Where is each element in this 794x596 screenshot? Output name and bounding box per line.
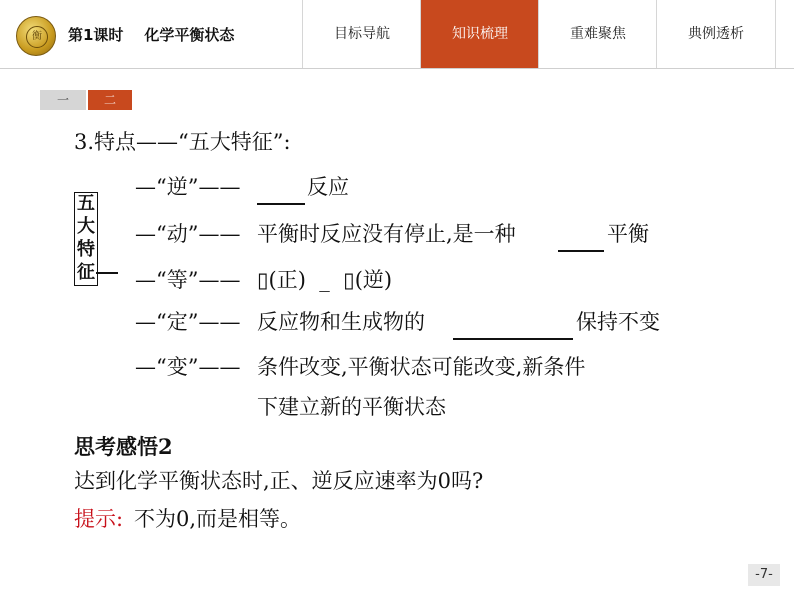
feature-text-deng: ▯(正) _ ▯(逆) [257, 268, 393, 292]
think-question: 达到化学平衡状态时,正、逆反应速率为0吗? [74, 469, 484, 493]
tab-examples[interactable]: 典例透析 [656, 0, 776, 68]
page-number: -7- [748, 564, 780, 586]
feature-prefix-ni: —“逆”—— [135, 175, 241, 199]
feature-after-ni: 反应 [307, 175, 349, 199]
pager-item-2[interactable]: 二 [88, 90, 132, 110]
logo-text: 衡 [26, 26, 48, 48]
blank-dong [558, 250, 604, 252]
school-logo-icon [16, 16, 56, 56]
blank-ni [257, 203, 305, 205]
five-features-label: 五大特征 [77, 193, 95, 283]
feature-after-ding: 保持不变 [576, 310, 660, 334]
top-navigation-bar [0, 0, 794, 69]
feature-prefix-deng: —“等”—— [135, 268, 241, 292]
tab-goals[interactable]: 目标导航 [302, 0, 421, 68]
think-title: 思考感悟2 [74, 434, 173, 459]
feature-text-ding: 反应物和生成物的 [257, 310, 425, 334]
box-connector-line [96, 272, 118, 274]
feature-prefix-dong: —“动”—— [135, 222, 241, 246]
feature-prefix-ding: —“定”—— [135, 310, 241, 334]
feature-prefix-bian: —“变”—— [135, 355, 241, 379]
tab-knowledge[interactable]: 知识梳理 [420, 0, 539, 68]
hint-text: 不为0,而是相等。 [134, 507, 302, 531]
tab-key-points[interactable]: 重难聚焦 [538, 0, 657, 68]
feature-text-bian: 条件改变,平衡状态可能改变,新条件 [257, 355, 586, 379]
lesson-title: 第1课时 化学平衡状态 [68, 26, 235, 44]
feature-after-dong: 平衡 [607, 222, 649, 246]
section-heading: 3.特点——“五大特征”: [74, 130, 291, 154]
hint-label: 提示: [74, 507, 124, 531]
blank-ding [453, 338, 573, 340]
feature-text-bian-line2: 下建立新的平衡状态 [257, 395, 446, 419]
pager-item-1[interactable]: 一 [40, 90, 86, 110]
feature-text-dong: 平衡时反应没有停止,是一种 [257, 222, 516, 246]
